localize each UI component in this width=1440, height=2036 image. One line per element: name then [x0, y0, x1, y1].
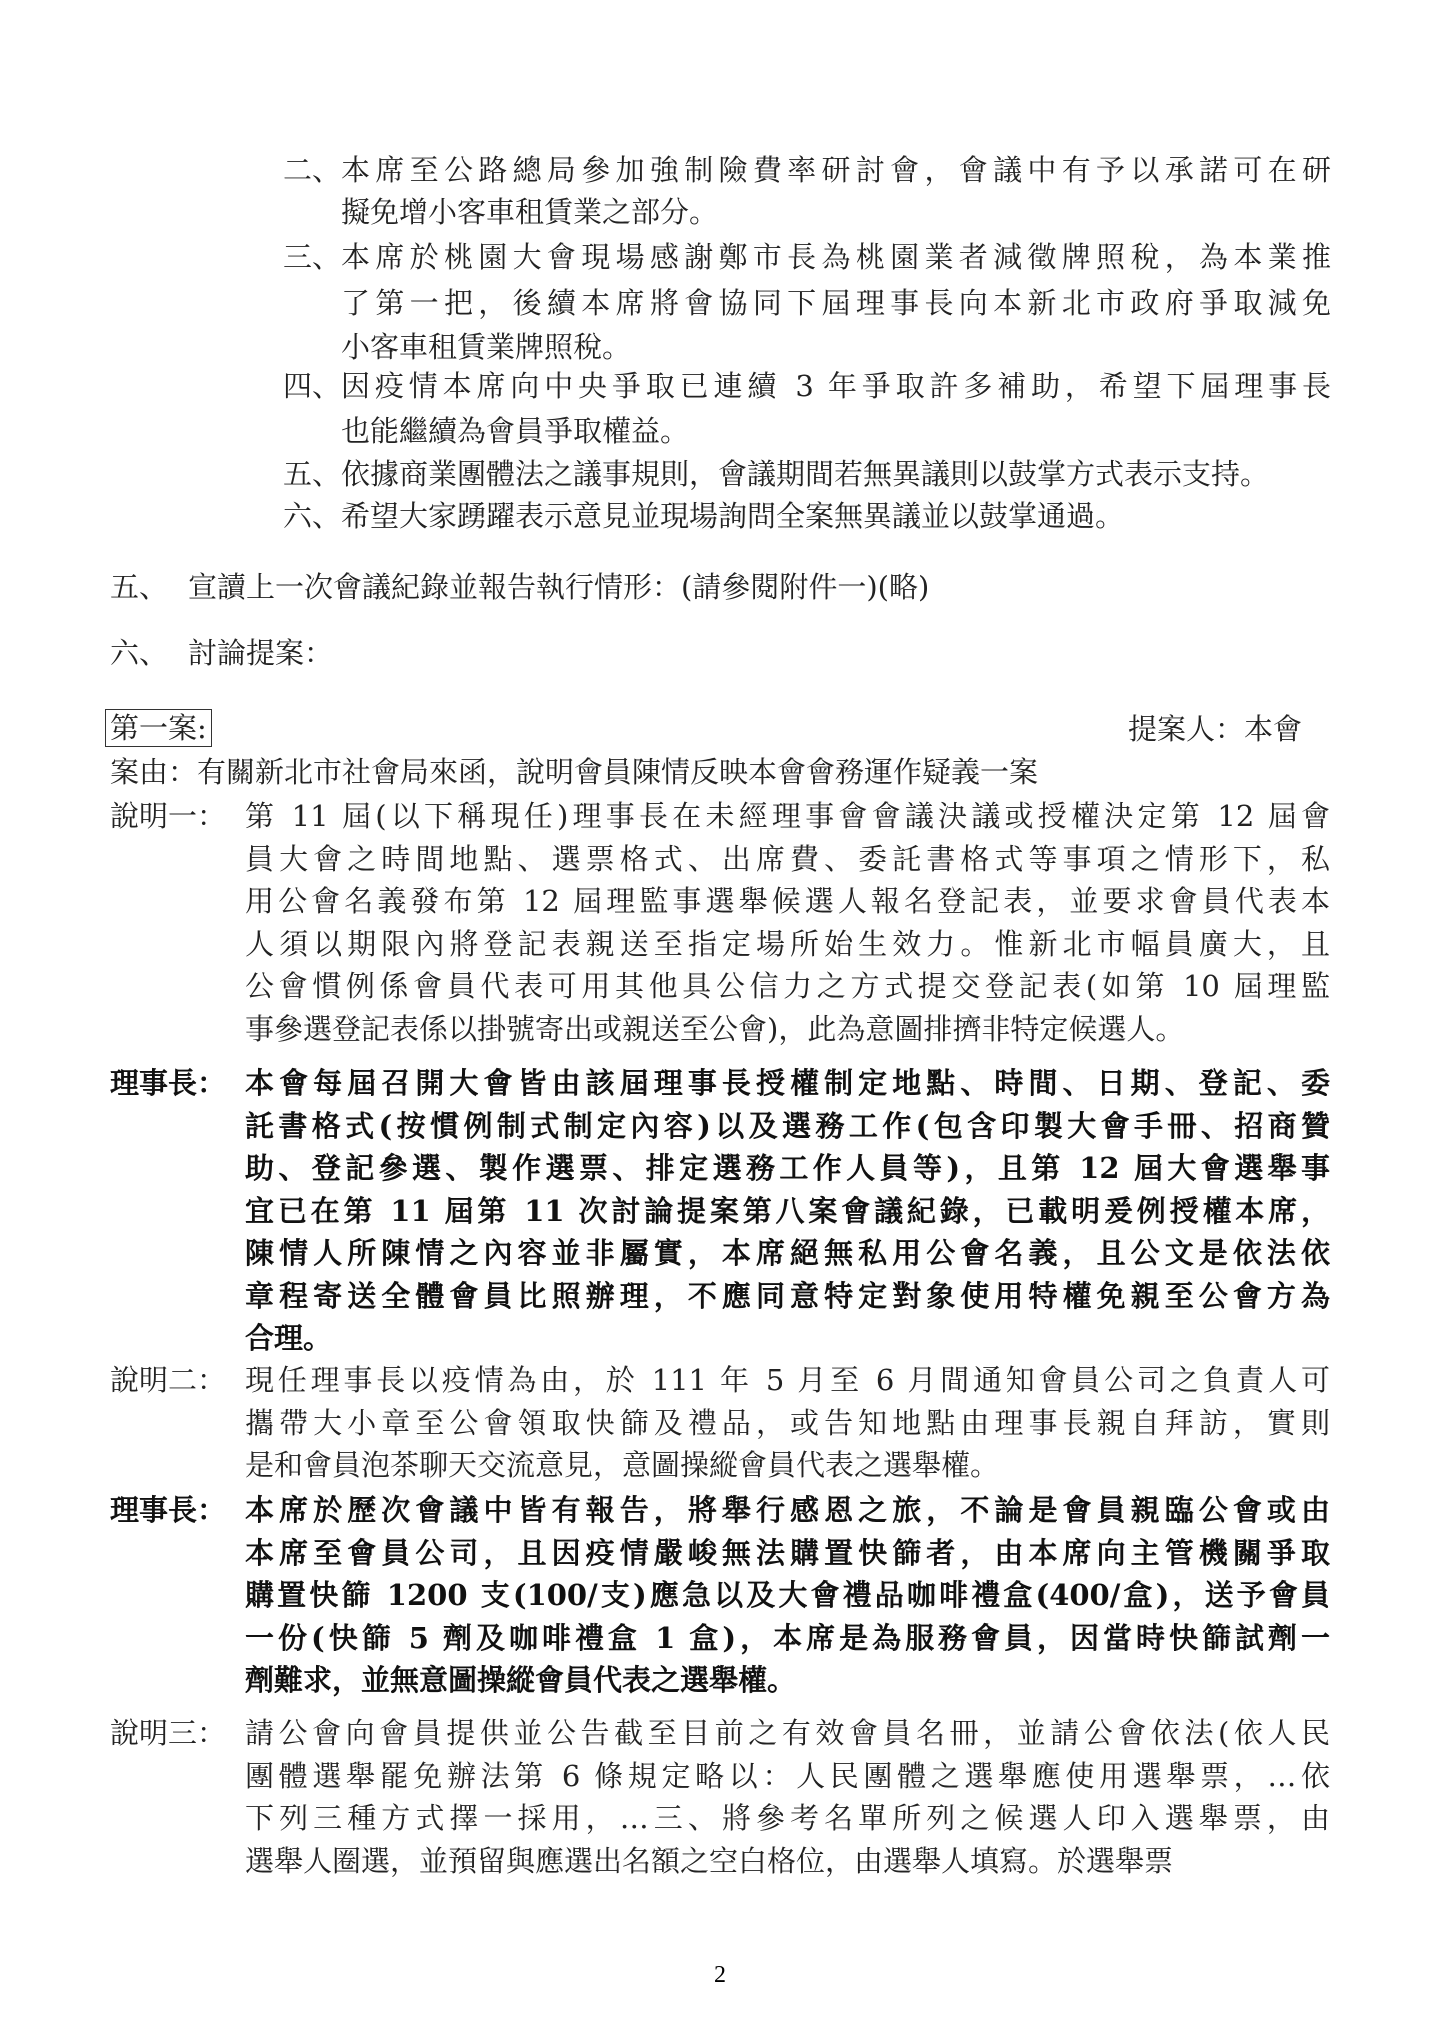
intro-item-line: 也能繼續為會員爭取權益。	[341, 414, 690, 448]
block-line: 選舉人圈選，並預留與應選出名額之空白格位，由選舉人填寫。於選舉票	[245, 1843, 1174, 1878]
page-number: 2	[714, 1962, 726, 1988]
block-line: 購置快篩 1200 支(100/支)應急以及大會禮品咖啡禮盒(400/盒)，送予會員	[245, 1578, 1330, 1612]
intro-item-number: 二、	[283, 153, 342, 187]
intro-item-line: 擬免增小客車租賃業之部分。	[341, 195, 719, 229]
block-line: 託書格式(按慣例制式制定內容)以及選務工作(包含印製大會手冊、招商贊	[245, 1108, 1330, 1143]
block-line: 本會每屆召開大會皆由該屆理事長授權制定地點、時間、日期、登記、委	[245, 1066, 1330, 1100]
block-line: 是和會員泡茶聊天交流意見，意圖操縱會員代表之選舉權。	[245, 1448, 1000, 1482]
block-line: 陳情人所陳情之內容並非屬實，本席絕無私用公會名義，且公文是依法依	[245, 1236, 1330, 1270]
block-line: 人須以期限內將登記表親送至指定場所始生效力。惟新北市幅員廣大，且	[245, 926, 1330, 961]
intro-item-line: 因疫情本席向中央爭取已連續 3 年爭取許多補助，希望下屆理事長	[341, 369, 1331, 403]
section-text: 宣讀上一次會議紀錄並報告執行情形：(請參閱附件一)(略)	[188, 570, 930, 604]
explanation-label: 說明三：	[110, 1716, 227, 1750]
block-line: 事參選登記表係以掛號寄出或親送至公會)，此為意圖排擠非特定候選人。	[245, 1011, 1185, 1046]
block-line: 本席至會員公司，且因疫情嚴峻無法購置快篩者，由本席向主管機關爭取	[245, 1535, 1330, 1570]
block-line: 助、登記參選、製作選票、排定選務工作人員等)，且第 12 屆大會選舉事	[245, 1151, 1330, 1185]
explanation-label: 說明二：	[110, 1363, 227, 1397]
intro-item-line: 依據商業團體法之議事規則，會議期間若無異議則以鼓掌方式表示支持。	[341, 457, 1270, 491]
intro-item-number: 五、	[283, 457, 342, 491]
block-line: 公會慣例係會員代表可用其他具公信力之方式提交登記表(如第 10 屆理監	[245, 969, 1330, 1003]
block-line: 一份(快篩 5 劑及咖啡禮盒 1 盒)，本席是為服務會員，因當時快篩試劑一	[245, 1620, 1330, 1655]
section-text: 討論提案：	[188, 636, 334, 670]
intro-item-line: 本席於桃園大會現場感謝鄭市長為桃園業者減徵牌照稅，為本業推	[341, 240, 1331, 274]
block-line: 章程寄送全體會員比照辦理，不應同意特定對象使用特權免親至公會方為	[245, 1278, 1330, 1313]
intro-item-line: 了第一把，後續本席將會協同下屆理事長向本新北市政府爭取減免	[341, 286, 1331, 320]
block-line: 宜已在第 11 屆第 11 次討論提案第八案會議紀錄，已載明爰例授權本席，	[245, 1193, 1330, 1228]
intro-item-number: 六、	[283, 499, 342, 533]
intro-item-line: 小客車租賃業牌照稅。	[341, 330, 632, 364]
block-line: 現任理事長以疫情為由，於 111 年 5 月至 6 月間通知會員公司之負責人可	[245, 1363, 1330, 1397]
block-line: 攜帶大小章至公會領取快篩及禮品，或告知地點由理事長親自拜訪，實則	[245, 1405, 1330, 1440]
intro-item-number: 四、	[283, 369, 342, 403]
case-label: 第一案:	[105, 709, 212, 747]
block-line: 合理。	[245, 1321, 333, 1355]
chairman-label: 理事長：	[110, 1066, 227, 1100]
intro-item-line: 本席至公路總局參加強制險費率研討會，會議中有予以承諾可在研	[341, 153, 1331, 187]
block-line: 員大會之時間地點、選票格式、出席費、委託書格式等事項之情形下，私	[245, 841, 1330, 876]
block-line: 團體選舉罷免辦法第 6 條規定略以：人民團體之選舉應使用選舉票，…依	[245, 1758, 1330, 1793]
block-line: 請公會向會員提供並公告截至目前之有效會員名冊，並請公會依法(依人民	[245, 1716, 1330, 1750]
chairman-label: 理事長：	[110, 1493, 227, 1527]
block-line: 劑難求，並無意圖操縱會員代表之選舉權。	[245, 1663, 797, 1697]
case-reason: 案由：有關新北市社會局來函，說明會員陳情反映本會會務運作疑義一案	[110, 755, 1039, 789]
section-number: 五、	[110, 570, 169, 604]
block-line: 本席於歷次會議中皆有報告，將舉行感恩之旅，不論是會員親臨公會或由	[245, 1493, 1330, 1527]
block-line: 用公會名義發布第 12 屆理監事選舉候選人報名登記表，並要求會員代表本	[245, 884, 1330, 918]
case-proposer: 提案人：本會	[1128, 712, 1303, 746]
intro-item-line: 希望大家踴躍表示意見並現場詢問全案無異議並以鼓掌通過。	[341, 499, 1125, 533]
block-line: 第 11 屆(以下稱現任)理事長在未經理事會會議決議或授權決定第 12 屆會	[245, 799, 1330, 833]
intro-item-number: 三、	[283, 240, 342, 274]
block-line: 下列三種方式擇一採用，…三、將參考名單所列之候選人印入選舉票，由	[245, 1801, 1330, 1835]
section-number: 六、	[110, 636, 169, 670]
explanation-label: 說明一：	[110, 799, 227, 833]
